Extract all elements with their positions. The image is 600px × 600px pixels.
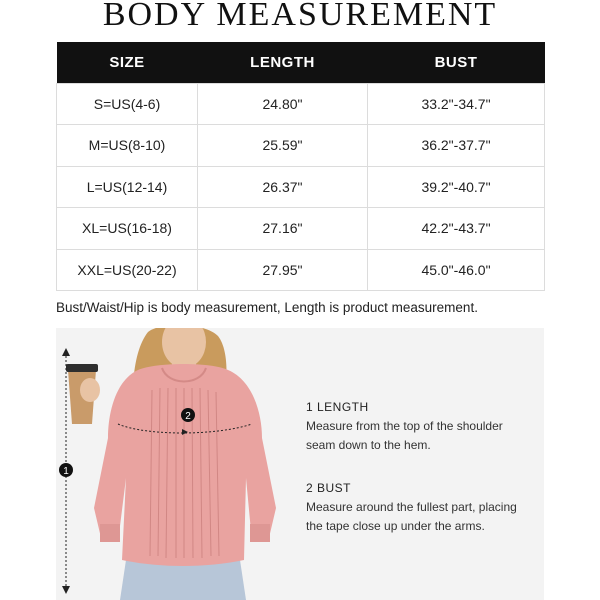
page-title: BODY MEASUREMENT xyxy=(102,0,498,33)
right-cuff-shape xyxy=(250,524,270,542)
length-line-2: seam down to the hem. xyxy=(306,438,431,452)
header-length: LENGTH xyxy=(198,42,368,83)
length-cell: 24.80" xyxy=(198,83,368,125)
length-marker-label: 1 xyxy=(63,466,69,477)
bust-cell: 39.2"-40.7" xyxy=(368,166,545,208)
bust-line-1: Measure around the fullest part, placing xyxy=(306,500,517,514)
bust-instruction xyxy=(306,479,536,536)
length-arrow-top-icon xyxy=(62,348,70,356)
table-header-row xyxy=(57,42,545,83)
length-cell: 26.37" xyxy=(198,166,368,208)
table-row xyxy=(57,208,545,250)
length-cell: 27.95" xyxy=(198,249,368,291)
size-chart-table xyxy=(56,42,545,291)
bust-heading: 2 BUST xyxy=(306,481,352,495)
size-cell: M=US(8-10) xyxy=(57,125,198,167)
bust-marker-label: 2 xyxy=(185,411,191,422)
bust-line-2: the tape close up under the arms. xyxy=(306,519,485,533)
length-instruction xyxy=(306,398,536,455)
bust-cell: 45.0"-46.0" xyxy=(368,249,545,291)
length-line-1: Measure from the top of the shoulder xyxy=(306,419,503,433)
length-cell: 27.16" xyxy=(198,208,368,250)
size-cell: L=US(12-14) xyxy=(57,166,198,208)
left-cuff-shape xyxy=(100,524,120,542)
bust-cell: 36.2"-37.7" xyxy=(368,125,545,167)
table-row xyxy=(57,249,545,291)
bust-cell: 42.2"-43.7" xyxy=(368,208,545,250)
bust-cell: 33.2"-34.7" xyxy=(368,83,545,125)
model-illustration xyxy=(56,328,544,600)
measurement-illustration-panel xyxy=(56,328,544,600)
table-row xyxy=(57,83,545,125)
size-cell: XXL=US(20-22) xyxy=(57,249,198,291)
table-row xyxy=(57,125,545,167)
length-arrow-bottom-icon xyxy=(62,586,70,594)
table-row xyxy=(57,166,545,208)
shirt-shape xyxy=(94,364,276,566)
length-heading: 1 LENGTH xyxy=(306,400,369,414)
length-cell: 25.59" xyxy=(198,125,368,167)
size-cell: S=US(4-6) xyxy=(57,83,198,125)
coffee-lid-icon xyxy=(66,364,98,372)
measurement-note: Bust/Waist/Hip is body measurement, Length is product measurement. xyxy=(56,300,478,315)
size-cell: XL=US(16-18) xyxy=(57,208,198,250)
header-bust: BUST xyxy=(368,42,545,83)
hand-shape xyxy=(80,378,100,402)
header-size: SIZE xyxy=(57,42,198,83)
